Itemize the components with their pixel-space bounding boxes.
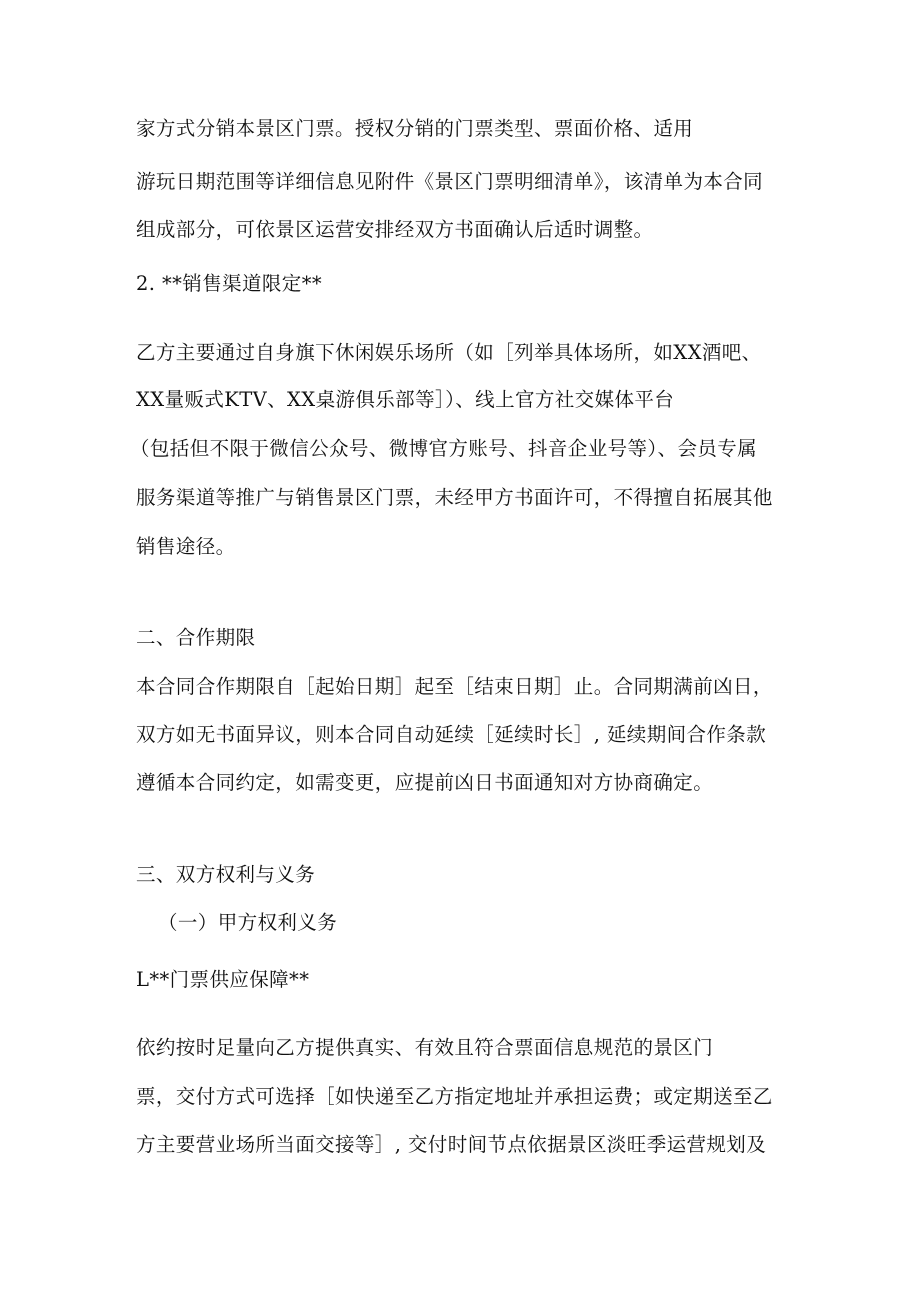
paragraph-line: 组成部分，可依景区运营安排经双方书面确认后适时调整。 <box>136 218 654 241</box>
paragraph-line: （包括但不限于微信公众号、微博官方账号、抖音企业号等）、会员专属 <box>130 437 758 460</box>
paragraph-line: 依约按时足量向乙方提供真实、有效且符合票面信息规范的景区门 <box>136 1036 714 1059</box>
chapter-heading: 三、双方权利与义务 <box>136 863 316 886</box>
paragraph-line: 家方式分销本景区门票。授权分销的门票类型、票面价格、适用 <box>136 117 694 140</box>
paragraph-line: 本合同合作期限自［起始日期］起至［结束日期］止。合同期满前凶日， <box>136 675 773 698</box>
paragraph-line: 遵循本合同约定，如需变更，应提前凶日书面通知对方协商确定。 <box>136 771 714 794</box>
paragraph-line: 游玩日期范围等详细信息见附件《景区门票明细清单》，该清单为本合同 <box>136 170 764 193</box>
section-heading: L**门票供应保障** <box>136 968 310 991</box>
paragraph-line: 方主要营业场所当面交接等］, 交付时间节点依据景区淡旺季运营规划及 <box>136 1133 767 1156</box>
paragraph-line: 双方如无书面异议，则本合同自动延续［延续时长］, 延续期间合作条款 <box>136 723 767 746</box>
paragraph-line: 服务渠道等推广与销售景区门票，未经甲方书面许可，不得擅自拓展其他 <box>136 486 773 509</box>
chapter-heading: 二、合作期限 <box>136 626 256 649</box>
paragraph-line: XX量贩式KTV、XX桌游俱乐部等］）、线上官方社交媒体平台 <box>136 388 675 411</box>
paragraph-line: 销售途径。 <box>136 535 236 558</box>
paragraph-line: 票，交付方式可选择［如快递至乙方指定地址并承担运费；或定期送至乙 <box>136 1085 773 1108</box>
subsection-heading: （一）甲方权利义务 <box>158 911 338 934</box>
paragraph-line: 乙方主要通过自身旗下休闲娱乐场所（如［列举具体场所，如XX酒吧、 <box>136 341 762 364</box>
section-heading: 2. **销售渠道限定** <box>136 272 323 295</box>
